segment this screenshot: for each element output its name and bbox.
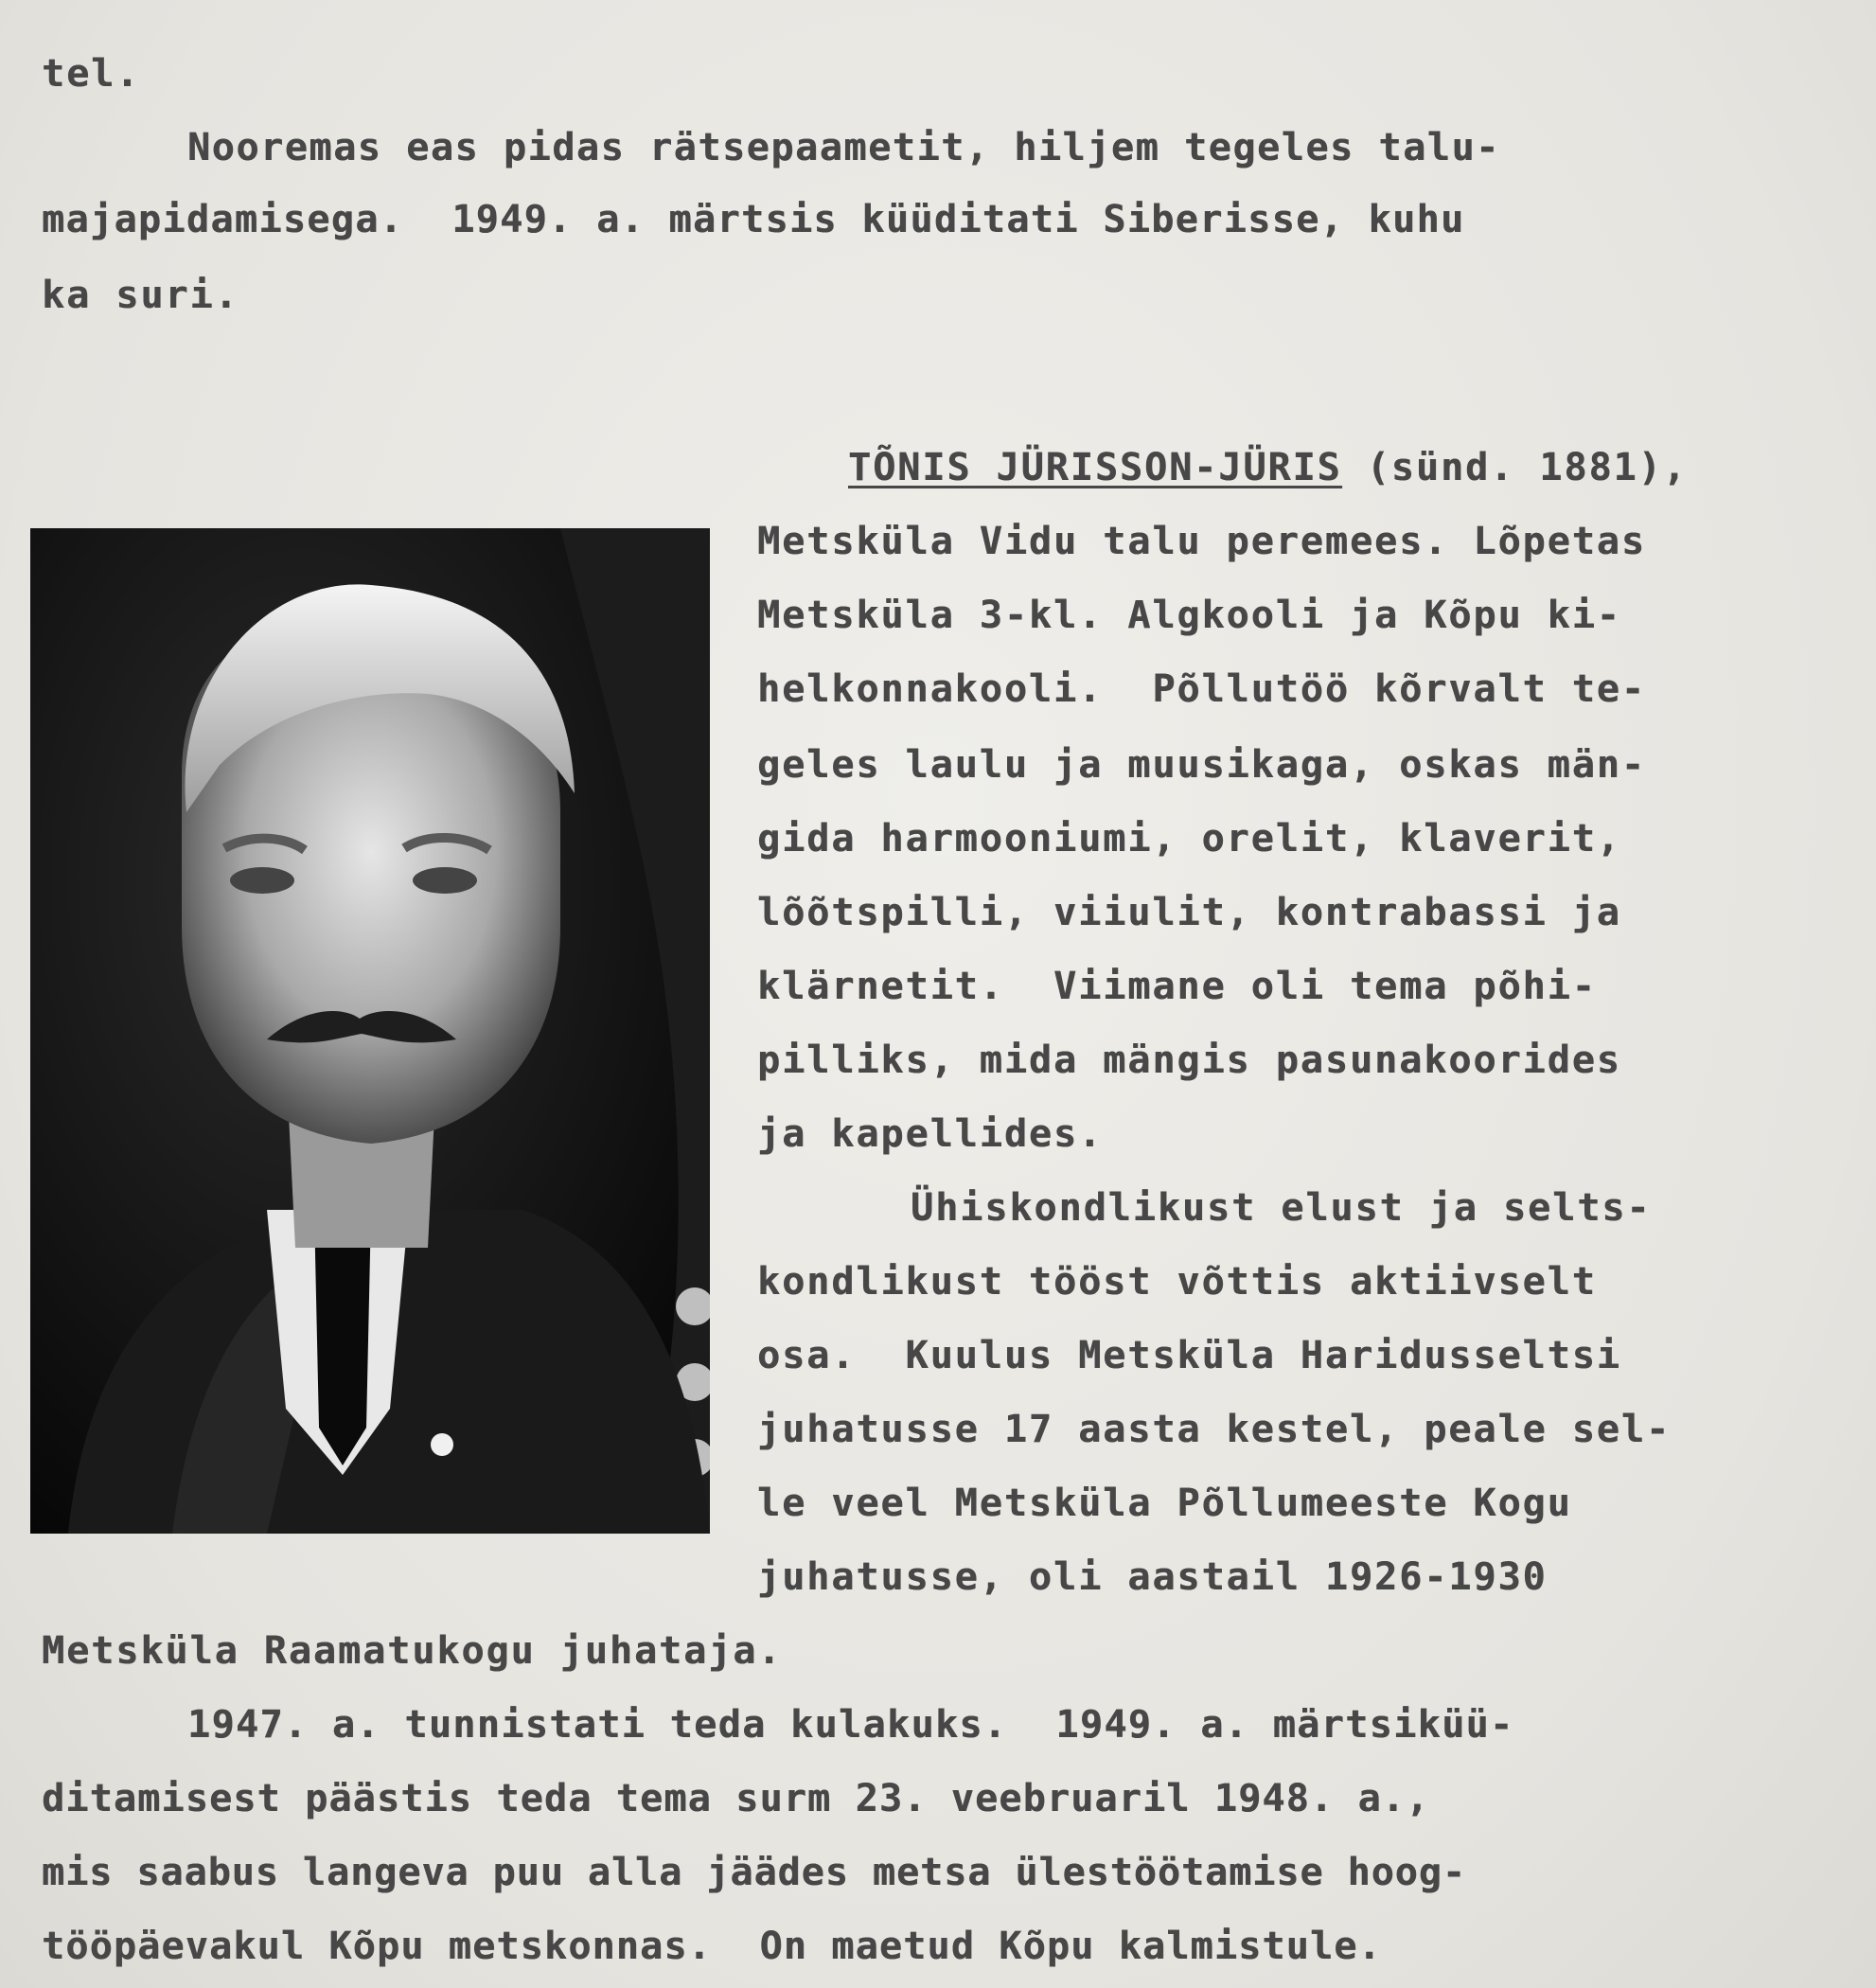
bio-line: pilliks, mida mängis pasunakoorides [757, 1038, 1621, 1082]
text-line: ka suri. [42, 274, 239, 317]
text-line: ditamisest päästis teda tema surm 23. veebruaril 1948. a., [42, 1777, 1430, 1820]
portrait-photo [30, 528, 710, 1534]
bio-line: le veel Metsküla Põllumeeste Kogu [757, 1482, 1572, 1525]
text-line: tööpäevakul Kõpu metskonnas. On maetud Kõpu kalmistule. [42, 1925, 1382, 1968]
bio-line: kondlikust tööst võttis aktiivselt [757, 1260, 1597, 1304]
bio-line: Metsküla Vidu talu peremees. Lõpetas [757, 520, 1646, 563]
bio-line: osa. Kuulus Metsküla Haridusseltsi [757, 1334, 1621, 1377]
bio-line: juhatusse, oli aastail 1926-1930 [757, 1555, 1548, 1599]
text-line: mis saabus langeva puu alla jäädes metsa ülestöötamise hoog- [42, 1851, 1466, 1894]
bio-line: helkonnakooli. Põllutöö kõrvalt te- [757, 667, 1646, 711]
text-line: Metsküla Raamatukogu juhataja. [42, 1629, 783, 1673]
bio-line: gida harmooniumi, orelit, klaverit, [757, 817, 1621, 861]
text-line: tel. [42, 52, 141, 96]
bio-line: juhatusse 17 aasta kestel, peale sel- [757, 1408, 1672, 1451]
text-line: Nooremas eas pidas rätsepaametit, hiljem tegeles talu- [187, 126, 1500, 169]
bio-line: Metsküla 3-kl. Algkooli ja Kõpu ki- [757, 594, 1621, 637]
bio-line: lõõtspilli, viiulit, kontrabassi ja [757, 891, 1621, 934]
birth-year: (sünd. 1881), [1341, 446, 1688, 489]
person-name: TÕNIS JÜRISSON-JÜRIS [848, 446, 1342, 489]
bio-heading [848, 446, 1688, 489]
bio-line: ja kapellides. [757, 1112, 1104, 1156]
bio-line: klärnetit. Viimane oli tema põhi- [757, 965, 1597, 1008]
bio-line: geles laulu ja muusikaga, oskas män- [757, 743, 1646, 787]
bio-line: Ühiskondlikust elust ja selts- [911, 1186, 1652, 1230]
text-line: 1947. a. tunnistati teda kulakuks. 1949. a. märtsiküü- [187, 1703, 1514, 1747]
text-line: majapidamisega. 1949. a. märtsis küüditati Siberisse, kuhu [42, 198, 1465, 241]
